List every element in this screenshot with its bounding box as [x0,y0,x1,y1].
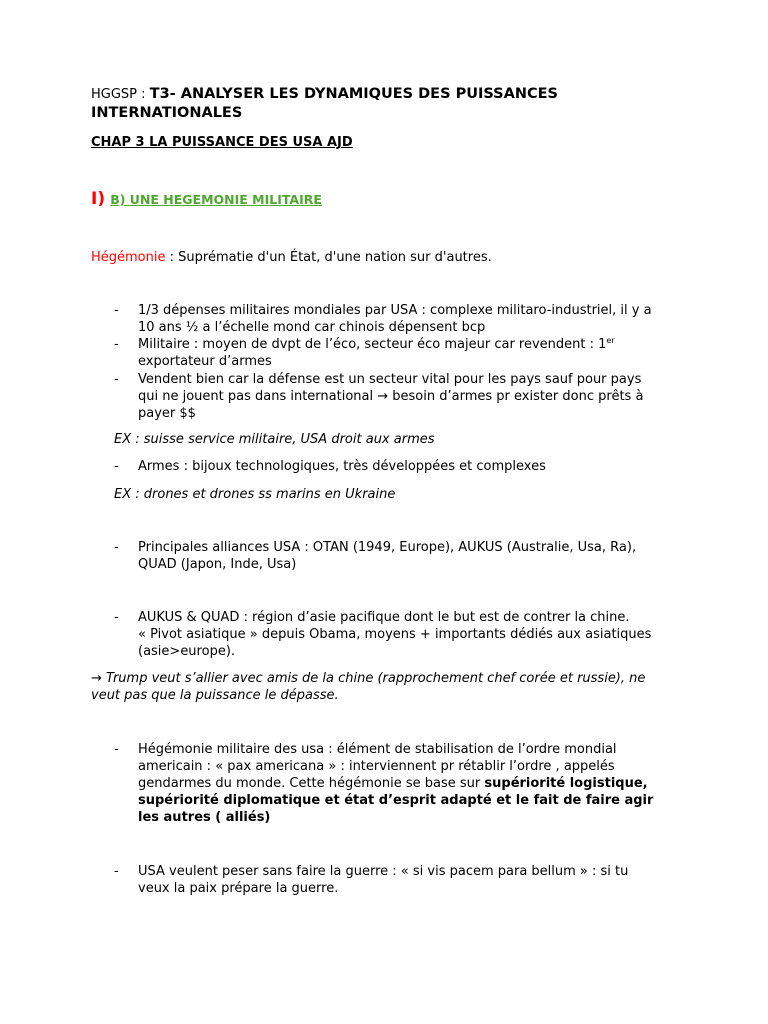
subject-separator: : [137,87,150,102]
theme-title: T3- ANALYSER LES DYNAMIQUES DES PUISSANCES [149,86,558,102]
subject-label: HGGSP [91,87,138,102]
bullet-6-line-2: « Pivot asiatique » depuis Obama, moyens + importants dédiés aux asiatiques [138,627,652,642]
bullet-dash: - [114,742,119,757]
bullet-7-text: gendarmes du monde. Cette hégémonie se base sur [138,776,485,791]
document-header [91,85,558,104]
definition-term: Hégémonie [91,250,166,265]
bullet-3-line-2: qui ne jouent pas dans international → besoin d’armes pr exister donc prêts à [138,389,644,404]
bullet-2-line-2: exportateur d’armes [138,354,272,369]
bullet-7-line-4: supériorité diplomatique et état d’esprit adapté et le fait de faire agir [138,793,654,808]
section-number: I) [91,189,106,209]
definition [91,249,492,266]
bullet-dash: - [114,337,119,352]
bullet-4-line-1: Armes : bijoux technologiques, très développées et complexes [138,459,546,474]
bullet-1-line-2: 10 ans ½ a l’échelle mond car chinois dépensent bcp [138,320,486,335]
theme-title-continued: INTERNATIONALES [91,105,243,121]
definition-text: : Suprématie d'un État, d'une nation sur d'autres. [165,250,492,265]
bullet-2-text: Militaire : moyen de dvpt de l’éco, secteur éco majeur car revendent : 1 [138,337,607,352]
bullet-6-line-3: (asie>europe). [138,644,236,659]
bullet-7-line-2: americain : « pax americana » : interviennent pr rétablir l’ordre , appelés [138,759,615,774]
section-title: B) UNE HEGEMONIE MILITAIRE [110,192,322,207]
bullet-8-line-1: USA veulent peser sans faire la guerre : « si vis pacem para bellum » : si tu [138,864,629,879]
bullet-7-line-1: Hégémonie militaire des usa : élément de stabilisation de l’ordre mondial [138,742,617,757]
bullet-1-line-1: 1/3 dépenses militaires mondiales par USA : complexe militaro-industriel, il y a [138,303,652,318]
bullet-5-line-1: Principales alliances USA : OTAN (1949, Europe), AUKUS (Australie, Usa, Ra), [138,540,637,555]
bullet-dash: - [114,459,119,474]
bullet-3-line-1: Vendent bien car la défense est un secteur vital pour les pays sauf pour pays [138,372,642,387]
bullet-2-line-1 [138,336,615,353]
bullet-8-line-2: veux la paix prépare la guerre. [138,881,339,896]
bullet-dash: - [114,540,119,555]
bullet-7-line-3 [138,775,648,792]
example-1: EX : suisse service militaire, USA droit aux armes [114,432,435,447]
bullet-5-line-2: QUAD (Japon, Inde, Usa) [138,557,297,572]
bullet-dash: - [114,303,119,318]
bullet-7-bold-text: supériorité logistique, [484,776,648,791]
section-heading [91,189,322,209]
bullet-3-line-3: payer $$ [138,406,196,421]
bullet-7-line-5: les autres ( alliés) [138,810,271,825]
chapter-title: CHAP 3 LA PUISSANCE DES USA AJD [91,135,353,150]
bullet-dash: - [114,610,119,625]
superscript: er [606,336,615,345]
example-2: EX : drones et drones ss marins en Ukraine [114,487,396,502]
bullet-6-line-1: AUKUS & QUAD : région d’asie pacifique dont le but est de contrer la chine. [138,610,630,625]
bullet-dash: - [114,864,119,879]
trump-note-line-2: veut pas que la puissance le dépasse. [91,688,339,703]
trump-note-line-1: → Trump veut s’allier avec amis de la chine (rapprochement chef corée et russie), ne [91,671,646,686]
bullet-dash: - [114,372,119,387]
